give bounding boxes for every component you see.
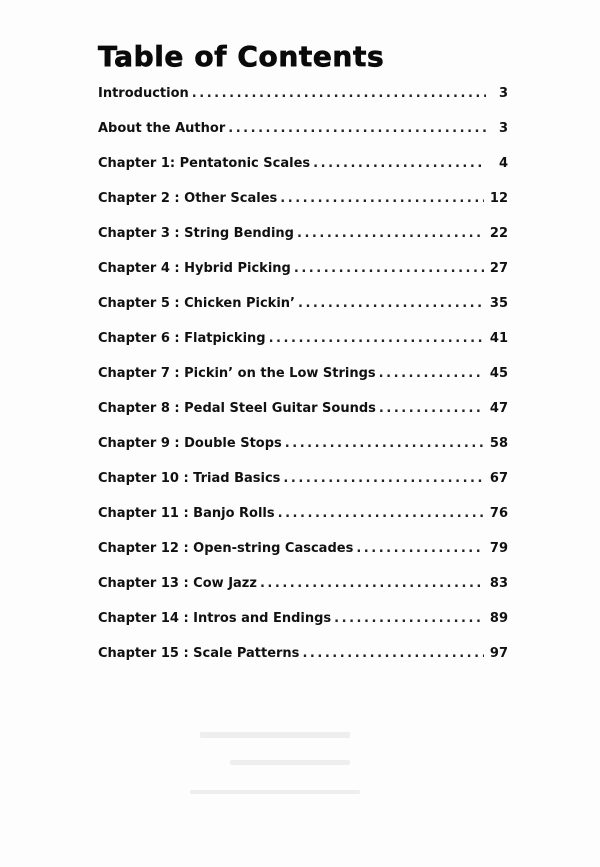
toc-entry-title: Chapter 2 : Other Scales	[98, 191, 278, 206]
toc-entry[interactable]	[98, 121, 508, 156]
toc-entry-title: Chapter 8 : Pedal Steel Guitar Sounds	[98, 401, 376, 416]
toc-entry-title: Chapter 5 : Chicken Pickin’	[98, 296, 295, 311]
toc-entry-page: 79	[489, 541, 508, 556]
toc-entry-page: 89	[489, 611, 508, 626]
toc-entry-page: 3	[498, 86, 508, 101]
dot-leader	[228, 121, 486, 136]
toc-entry[interactable]	[98, 611, 508, 646]
dot-leader	[334, 611, 484, 626]
toc-entry-page: 22	[489, 226, 508, 241]
toc-entry-page: 83	[489, 576, 508, 591]
toc-entry-title: About the Author	[98, 121, 226, 136]
toc-entry-title: Chapter 1: Pentatonic Scales	[98, 156, 311, 171]
table-of-contents	[98, 86, 508, 681]
dot-leader	[260, 576, 484, 591]
toc-entry-title: Chapter 7 : Pickin’ on the Low Strings	[98, 366, 376, 381]
bleed-through-mark	[230, 760, 350, 765]
dot-leader	[280, 191, 484, 206]
toc-entry-title: Chapter 10 : Triad Basics	[98, 471, 281, 486]
toc-entry[interactable]	[98, 226, 508, 261]
toc-entry-title: Introduction	[98, 86, 189, 101]
dot-leader	[283, 471, 483, 486]
dot-leader	[269, 331, 484, 346]
toc-entry[interactable]	[98, 471, 508, 506]
bleed-through-mark	[190, 790, 360, 794]
toc-entry-title: Chapter 4 : Hybrid Picking	[98, 261, 291, 276]
dot-leader	[298, 296, 484, 311]
toc-entry[interactable]	[98, 576, 508, 611]
dot-leader	[294, 261, 484, 276]
toc-entry[interactable]	[98, 366, 508, 401]
toc-entry[interactable]	[98, 331, 508, 366]
toc-entry-title: Chapter 13 : Cow Jazz	[98, 576, 257, 591]
dot-leader	[356, 541, 484, 556]
toc-entry[interactable]	[98, 646, 508, 681]
toc-entry-page: 76	[489, 506, 508, 521]
dot-leader	[285, 436, 484, 451]
toc-entry-title: Chapter 3 : String Bending	[98, 226, 294, 241]
toc-entry[interactable]	[98, 436, 508, 471]
dot-leader	[379, 401, 484, 416]
toc-entry-page: 12	[489, 191, 508, 206]
toc-entry-title: Chapter 14 : Intros and Endings	[98, 611, 332, 626]
toc-entry[interactable]	[98, 191, 508, 226]
toc-entry-page: 58	[489, 436, 508, 451]
toc-entry-page: 35	[489, 296, 508, 311]
toc-entry-page: 97	[489, 646, 508, 661]
toc-entry-title: Chapter 6 : Flatpicking	[98, 331, 266, 346]
toc-entry-title: Chapter 9 : Double Stops	[98, 436, 282, 451]
toc-entry-page: 27	[489, 261, 508, 276]
toc-entry[interactable]	[98, 86, 508, 121]
toc-entry[interactable]	[98, 261, 508, 296]
toc-entry-page: 41	[489, 331, 508, 346]
toc-entry-title: Chapter 15 : Scale Patterns	[98, 646, 300, 661]
dot-leader	[379, 366, 484, 381]
toc-entry-page: 47	[489, 401, 508, 416]
dot-leader	[278, 506, 484, 521]
page-title: Table of Contents	[98, 40, 385, 73]
toc-entry-title: Chapter 12 : Open-string Cascades	[98, 541, 354, 556]
toc-entry-page: 67	[489, 471, 508, 486]
toc-entry[interactable]	[98, 296, 508, 331]
toc-entry-page: 3	[498, 121, 508, 136]
dot-leader	[192, 86, 486, 101]
toc-entry[interactable]	[98, 156, 508, 191]
dot-leader	[302, 646, 483, 661]
toc-entry-title: Chapter 11 : Banjo Rolls	[98, 506, 275, 521]
toc-entry[interactable]	[98, 541, 508, 576]
toc-entry-page: 45	[489, 366, 508, 381]
dot-leader	[297, 226, 484, 241]
toc-entry[interactable]	[98, 401, 508, 436]
bleed-through-mark	[200, 732, 350, 738]
dot-leader	[313, 156, 486, 171]
toc-entry-page: 4	[498, 156, 508, 171]
toc-entry[interactable]	[98, 506, 508, 541]
